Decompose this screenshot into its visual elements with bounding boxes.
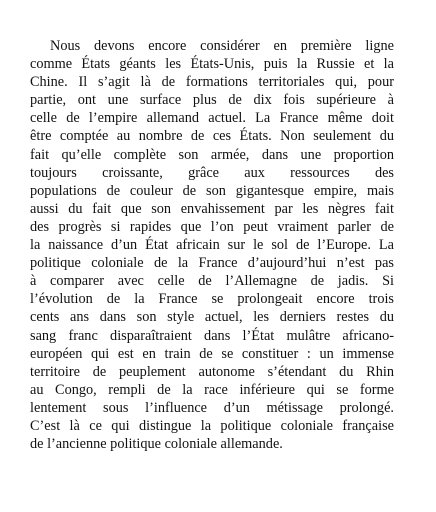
text-line: populations de couleur de son gigantesque empire, mais xyxy=(30,182,394,199)
text-line: sang franc disparaîtraient dans l’État mulâtre africano- xyxy=(30,327,394,344)
text-line: fait qu’elle complète son armée, dans une proportion xyxy=(30,146,394,163)
text-line: comme États géants les États-Unis, puis la Russie et la xyxy=(30,56,394,73)
text-line: des progrès si rapides que l’on peut vraiment parler de xyxy=(30,218,394,235)
text-line: la naissance d’un État africain sur le sol de l’Europe. La xyxy=(30,237,394,254)
text-line: celle de l’empire allemand actuel. La France même doit xyxy=(30,110,394,127)
text-line: politique coloniale de la France d’aujourd’hui n’est pas xyxy=(30,255,394,272)
text-line: partie, ont une surface plus de dix fois supérieure à xyxy=(30,92,394,109)
text-line: toujours croissante, grâce aux ressources des xyxy=(30,164,394,181)
text-line: cents ans dans son style actuel, les derniers restes du xyxy=(30,309,394,326)
text-line: Nous devons encore considérer en première ligne xyxy=(50,38,394,54)
text-line: territoire de peuplement autonome s’étendant du Rhin xyxy=(30,363,394,380)
text-line: Chine. Il s’agit là de formations territoriales qui, pour xyxy=(30,74,394,91)
text-line: l’évolution de la France se prolongeait encore trois xyxy=(30,291,394,308)
text-line: à comparer avec celle de l’Allemagne de jadis. Si xyxy=(30,273,394,290)
text-line: européen qui est en train de se constituer : un immense xyxy=(30,345,394,362)
paragraph xyxy=(30,37,394,453)
text-line: C’est là ce qui distingue la politique coloniale française xyxy=(30,417,394,434)
text-line: de l’ancienne politique coloniale allemande. xyxy=(30,436,283,453)
text-line: au Congo, rempli de la race inférieure qui se forme xyxy=(30,381,394,398)
text-line: être comptée au nombre de ces États. Non seulement du xyxy=(30,128,394,145)
text-line: lentement sous l’influence d’un métissage prolongé. xyxy=(30,399,394,416)
text-line: aussi du fait que son envahissement par les nègres fait xyxy=(30,200,394,217)
